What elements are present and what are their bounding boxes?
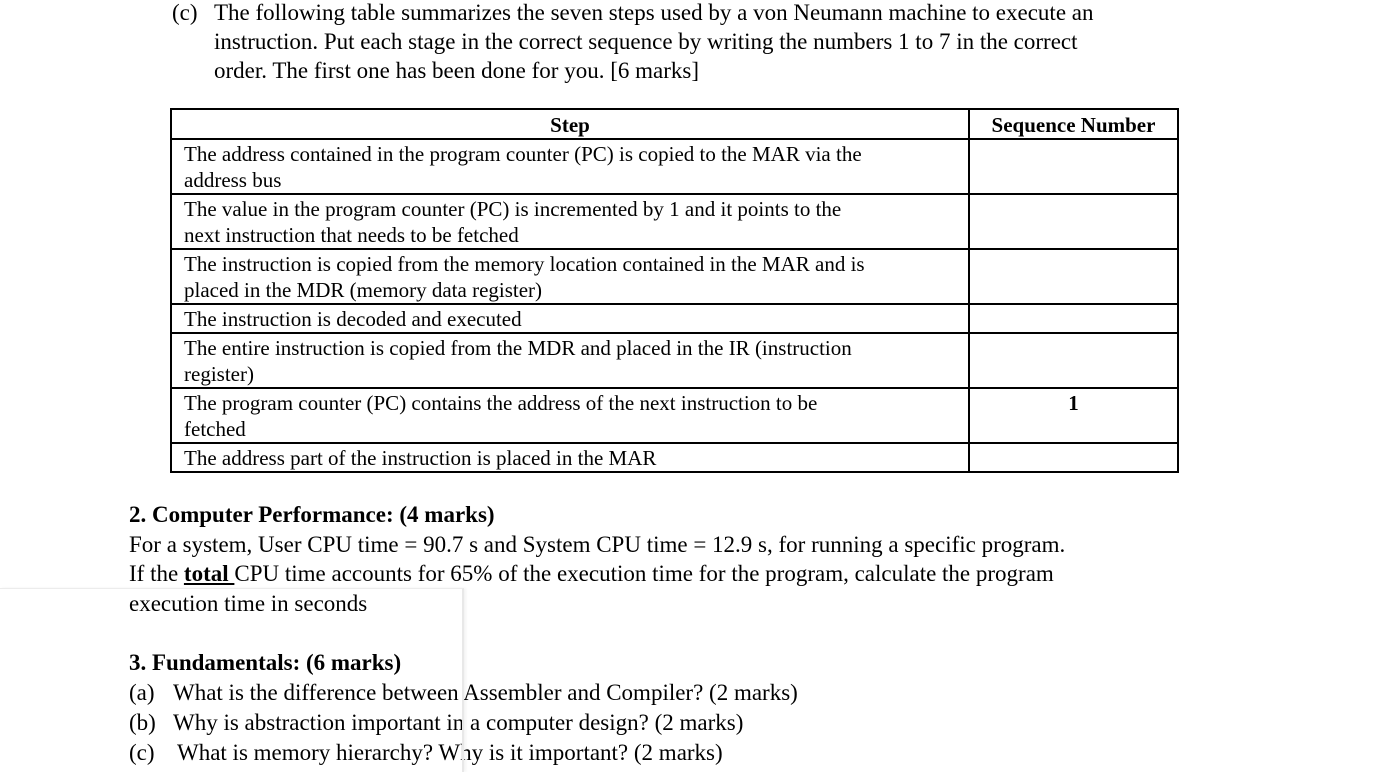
part-c-label: (c)	[172, 0, 198, 25]
part-c-line: order. The first one has been done for you. [6 marks]	[214, 58, 699, 83]
item-text: What is the difference between Assembler and Compiler? (2 marks)	[173, 680, 798, 705]
question-2-text: CPU time accounts for 65% of the execution time for the program, calculate the program	[234, 561, 1054, 586]
step-text: The entire instruction is copied from the MDR and placed in the IR (instruction	[184, 336, 852, 360]
step-text: The instruction is decoded and executed	[184, 307, 522, 331]
step-text: The instruction is copied from the memory location contained in the MAR and is	[184, 252, 865, 276]
step-text: placed in the MDR (memory data register)	[184, 278, 543, 302]
step-cell	[171, 333, 969, 388]
step-cell	[171, 443, 969, 472]
step-text: The address part of the instruction is placed in the MAR	[184, 446, 657, 470]
sequence-cell[interactable]: 1	[969, 388, 1178, 443]
step-cell	[171, 249, 969, 304]
table-row	[171, 139, 1178, 194]
question-3-item	[129, 708, 1029, 738]
part-c-instructions	[172, 0, 1212, 85]
item-text: Why is abstraction important in a computer design? (2 marks)	[173, 710, 744, 735]
question-2-line: For a system, User CPU time = 90.7 s and System CPU time = 12.9 s, for running a specific program.	[129, 531, 1066, 557]
total-emphasis: total	[183, 561, 235, 586]
sequence-cell[interactable]	[969, 139, 1178, 194]
step-cell	[171, 139, 969, 194]
part-c-line: instruction. Put each stage in the correct sequence by writing the numbers 1 to 7 in the correct	[214, 29, 1078, 54]
table-row	[171, 304, 1178, 333]
sequence-cell[interactable]	[969, 443, 1178, 472]
question-3-item	[129, 738, 1029, 768]
question-2	[129, 500, 1209, 618]
table-header-row	[171, 109, 1178, 139]
table-row	[171, 194, 1178, 249]
step-text: fetched	[184, 417, 246, 441]
step-cell	[171, 388, 969, 443]
sequence-cell[interactable]	[969, 333, 1178, 388]
part-c-line: The following table summarizes the seven steps used by a von Neumann machine to execute an	[214, 0, 1094, 25]
step-text: address bus	[184, 168, 282, 192]
step-text: register)	[184, 362, 254, 386]
sequence-column-header: Sequence Number	[969, 109, 1178, 139]
table-row	[171, 388, 1178, 443]
item-label: (b)	[129, 710, 156, 735]
item-text: What is memory hierarchy? Why is it important? (2 marks)	[177, 740, 723, 765]
von-neumann-steps-table	[170, 108, 1179, 473]
step-cell	[171, 304, 969, 333]
question-3-item	[129, 678, 1029, 708]
table-row	[171, 333, 1178, 388]
question-3	[129, 648, 1029, 768]
question-3-heading: 3. Fundamentals: (6 marks)	[129, 650, 402, 675]
step-cell	[171, 194, 969, 249]
part-c-text	[214, 0, 1212, 85]
item-label: (c)	[129, 740, 155, 765]
sequence-cell[interactable]	[969, 249, 1178, 304]
table-row	[171, 443, 1178, 472]
step-text: The address contained in the program counter (PC) is copied to the MAR via the	[184, 142, 862, 166]
table-row	[171, 249, 1178, 304]
step-text: next instruction that needs to be fetched	[184, 223, 519, 247]
sequence-cell[interactable]	[969, 304, 1178, 333]
question-2-text: If the	[129, 561, 184, 586]
item-label: (a)	[129, 680, 155, 705]
question-2-heading: 2. Computer Performance: (4 marks)	[129, 502, 495, 527]
question-2-line	[129, 559, 1209, 589]
sequence-cell[interactable]	[969, 194, 1178, 249]
step-column-header: Step	[171, 109, 969, 139]
step-text: The value in the program counter (PC) is incremented by 1 and it points to the	[184, 197, 842, 221]
step-text: The program counter (PC) contains the address of the next instruction to be	[184, 391, 818, 415]
question-2-line: execution time in seconds	[129, 590, 368, 616]
